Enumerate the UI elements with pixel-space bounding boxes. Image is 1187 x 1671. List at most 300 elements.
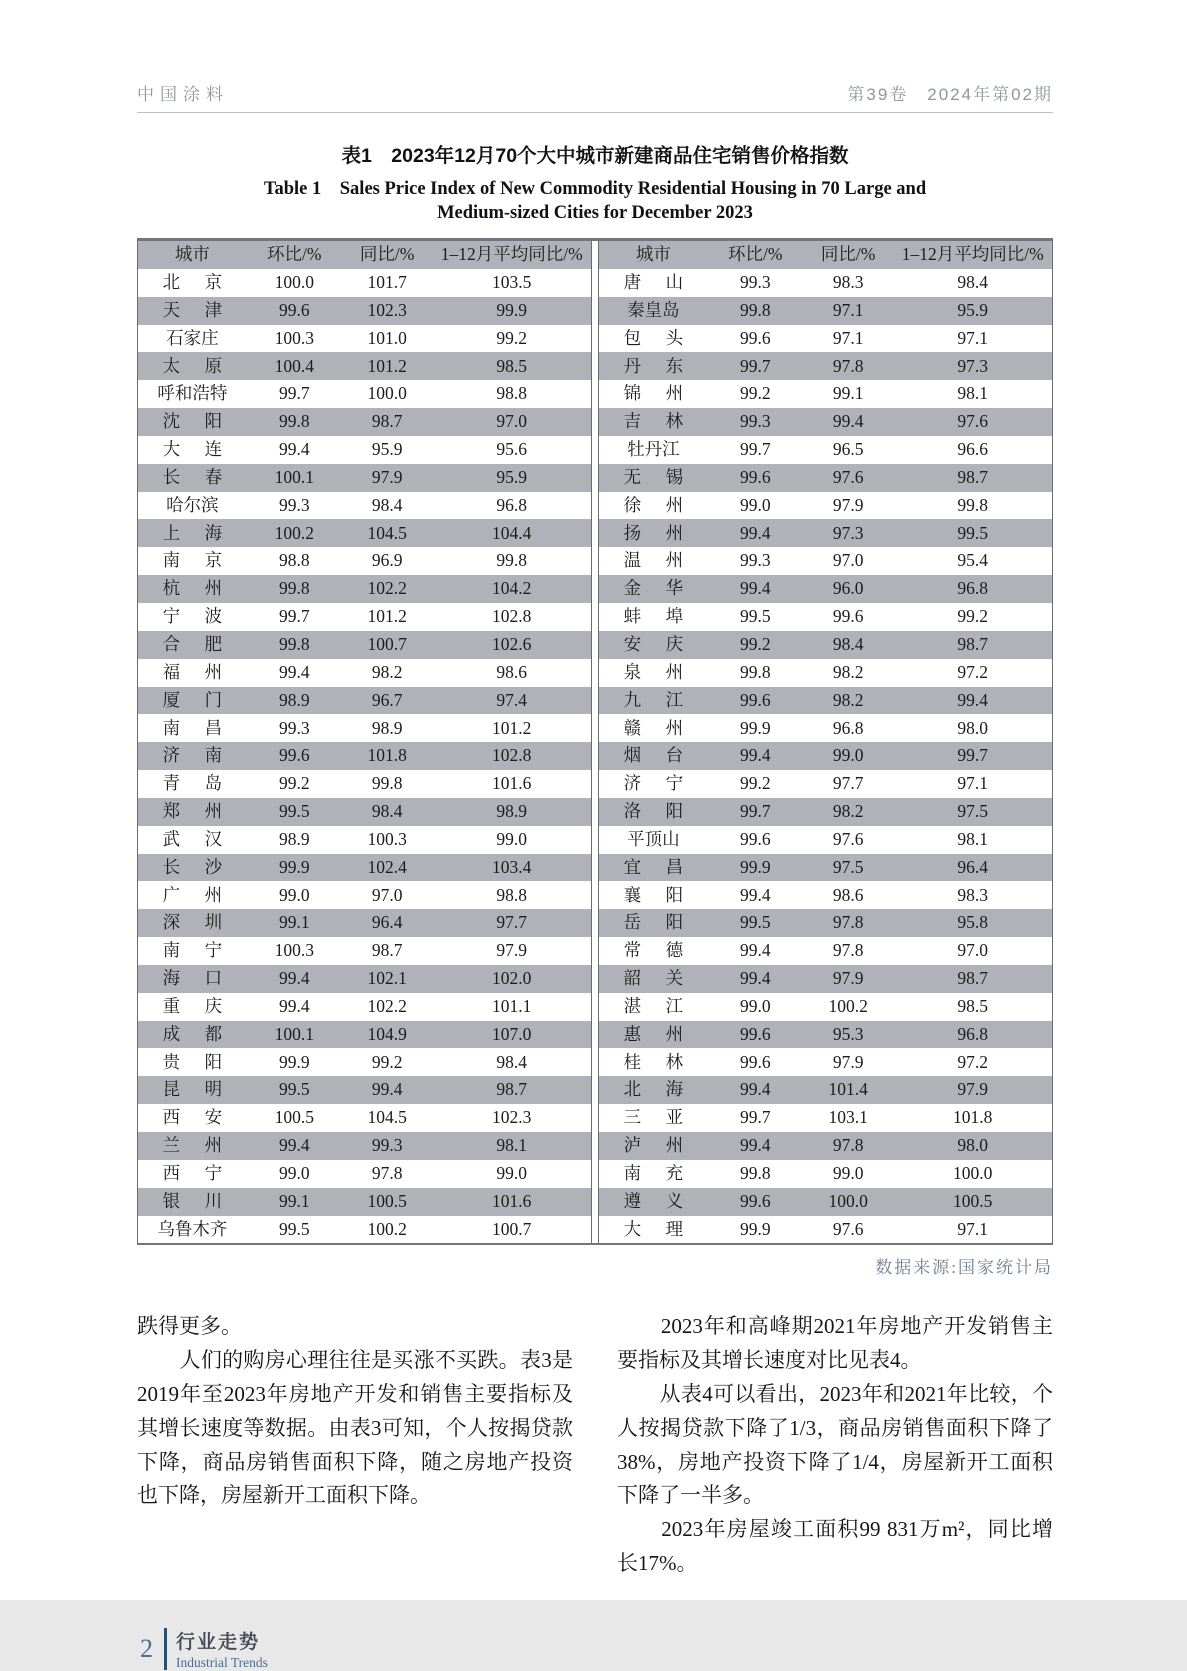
city-cell <box>138 937 247 965</box>
page-footer <box>137 1627 1053 1671</box>
city-label: 安庆 <box>623 633 684 654</box>
mom-cell: 99.4 <box>739 884 771 905</box>
city-cell <box>599 631 708 659</box>
city-cell <box>138 547 247 575</box>
avg-cell: 102.0 <box>492 968 532 989</box>
footer-divider-bar <box>164 1628 167 1670</box>
mom-cell: 100.2 <box>274 522 314 543</box>
city-label: 常德 <box>623 940 684 961</box>
city-label: 成都 <box>162 1023 223 1044</box>
yoy-cell: 102.4 <box>367 856 407 877</box>
city-cell <box>138 575 247 603</box>
yoy-cell: 100.2 <box>828 995 868 1016</box>
avg-cell: 99.4 <box>957 689 989 710</box>
city-label: 乌鲁木齐 <box>157 1218 228 1239</box>
avg-cell: 97.9 <box>496 940 528 961</box>
city-label: 郑州 <box>162 801 223 822</box>
yoy-cell: 100.2 <box>367 1218 407 1239</box>
yoy-cell: 96.9 <box>371 550 403 571</box>
avg-cell: 100.0 <box>953 1163 993 1184</box>
table-row <box>138 492 591 520</box>
table-row <box>599 408 1052 436</box>
city-label: 天津 <box>162 299 223 320</box>
table-row <box>138 881 591 909</box>
table-row <box>599 798 1052 826</box>
avg-cell: 98.1 <box>957 383 989 404</box>
avg-cell: 98.6 <box>496 661 528 682</box>
city-label: 南京 <box>162 550 223 571</box>
avg-cell: 96.8 <box>957 578 989 599</box>
table-row <box>599 965 1052 993</box>
running-head <box>137 80 1053 113</box>
mom-cell: 99.4 <box>278 968 310 989</box>
avg-cell: 104.4 <box>492 522 532 543</box>
yoy-cell: 98.7 <box>371 940 403 961</box>
city-label: 韶关 <box>623 968 684 989</box>
yoy-cell: 99.1 <box>832 383 864 404</box>
yoy-cell: 102.3 <box>367 299 407 320</box>
page-number: 2 <box>140 1633 153 1663</box>
city-cell <box>599 937 708 965</box>
yoy-cell: 98.2 <box>371 661 403 682</box>
table-row <box>599 575 1052 603</box>
city-cell <box>599 1104 708 1132</box>
table-row <box>138 380 591 408</box>
city-cell <box>138 1188 247 1216</box>
yoy-cell: 97.7 <box>832 773 864 794</box>
mom-cell: 99.7 <box>278 606 310 627</box>
city-cell <box>138 909 247 937</box>
body-column-left <box>137 1310 573 1580</box>
yoy-cell: 97.9 <box>371 466 403 487</box>
city-label: 秦皇岛 <box>627 299 680 320</box>
mom-cell: 99.4 <box>739 1079 771 1100</box>
city-label: 洛阳 <box>623 801 684 822</box>
city-label: 武汉 <box>162 828 223 849</box>
city-cell <box>599 687 708 715</box>
city-cell <box>599 352 708 380</box>
city-cell <box>138 464 247 492</box>
city-label: 九江 <box>623 689 684 710</box>
yoy-cell: 102.2 <box>367 995 407 1016</box>
table-row <box>599 1216 1052 1244</box>
city-label: 合肥 <box>162 633 223 654</box>
city-label: 襄阳 <box>623 884 684 905</box>
mom-cell: 99.8 <box>739 661 771 682</box>
city-cell <box>138 1216 247 1244</box>
avg-cell: 98.8 <box>496 383 528 404</box>
table-row <box>138 1132 591 1160</box>
city-cell <box>599 1048 708 1076</box>
mom-cell: 99.6 <box>739 828 771 849</box>
city-label: 金华 <box>623 578 684 599</box>
yoy-cell: 96.7 <box>371 689 403 710</box>
avg-cell: 95.6 <box>496 439 528 460</box>
col-header-avg: 1–12月平均同比/% <box>440 244 583 265</box>
avg-cell: 103.5 <box>492 272 532 293</box>
city-cell <box>138 297 247 325</box>
city-cell <box>599 380 708 408</box>
avg-cell: 97.0 <box>496 411 528 432</box>
avg-cell: 103.4 <box>492 856 532 877</box>
yoy-cell: 98.3 <box>832 272 864 293</box>
city-cell <box>599 1021 708 1049</box>
yoy-cell: 98.4 <box>371 801 403 822</box>
avg-cell: 97.1 <box>957 1218 989 1239</box>
city-cell <box>599 492 708 520</box>
city-label: 海口 <box>162 968 223 989</box>
table-row <box>599 352 1052 380</box>
yoy-cell: 97.6 <box>832 828 864 849</box>
table-row <box>599 993 1052 1021</box>
yoy-cell: 101.0 <box>367 327 407 348</box>
yoy-cell: 104.5 <box>367 1107 407 1128</box>
mom-cell: 99.6 <box>278 299 310 320</box>
city-label: 无锡 <box>623 466 684 487</box>
city-cell <box>599 1132 708 1160</box>
mom-cell: 99.6 <box>739 1051 771 1072</box>
yoy-cell: 97.8 <box>832 1135 864 1156</box>
col-header-yoy: 同比/% <box>359 244 415 265</box>
avg-cell: 96.6 <box>957 439 989 460</box>
city-label: 北京 <box>162 272 223 293</box>
city-label: 烟台 <box>623 745 684 766</box>
city-label: 大理 <box>623 1218 684 1239</box>
avg-cell: 97.6 <box>957 411 989 432</box>
table-row <box>138 269 591 297</box>
city-label: 南宁 <box>162 940 223 961</box>
city-label: 沈阳 <box>162 411 223 432</box>
city-label: 惠州 <box>623 1023 684 1044</box>
footer-section-en: Industrial Trends <box>176 1654 268 1670</box>
avg-cell: 98.0 <box>957 1135 989 1156</box>
avg-cell: 97.3 <box>957 355 989 376</box>
mom-cell: 99.7 <box>739 355 771 376</box>
city-cell <box>138 854 247 882</box>
city-cell <box>138 436 247 464</box>
yoy-cell: 104.9 <box>367 1023 407 1044</box>
header-row <box>138 241 591 269</box>
mom-cell: 99.6 <box>739 327 771 348</box>
city-cell <box>599 993 708 1021</box>
avg-cell: 99.0 <box>496 828 528 849</box>
yoy-cell: 99.3 <box>371 1135 403 1156</box>
mom-cell: 99.9 <box>278 1051 310 1072</box>
table-row <box>599 881 1052 909</box>
avg-cell: 97.1 <box>957 773 989 794</box>
mom-cell: 99.7 <box>739 1107 771 1128</box>
yoy-cell: 97.8 <box>832 912 864 933</box>
mom-cell: 99.8 <box>278 411 310 432</box>
mom-cell: 99.6 <box>739 1023 771 1044</box>
paragraph: 2023年房屋竣工面积99 831万m²，同比增长17%。 <box>617 1517 1053 1575</box>
mom-cell: 99.4 <box>278 661 310 682</box>
city-cell <box>138 408 247 436</box>
city-cell <box>599 770 708 798</box>
mom-cell: 100.0 <box>274 272 314 293</box>
yoy-cell: 104.5 <box>367 522 407 543</box>
table-row <box>138 826 591 854</box>
table-row <box>599 714 1052 742</box>
col-header-mom: 环比/% <box>267 244 322 265</box>
city-label: 吉林 <box>623 411 684 432</box>
avg-cell: 97.5 <box>957 801 989 822</box>
table-row <box>138 854 591 882</box>
city-cell <box>138 770 247 798</box>
city-label: 贵阳 <box>162 1051 223 1072</box>
table-row <box>599 1132 1052 1160</box>
avg-cell: 102.8 <box>492 606 532 627</box>
mom-cell: 99.7 <box>739 801 771 822</box>
table-left-body <box>138 269 591 1244</box>
table-row <box>138 297 591 325</box>
avg-cell: 104.2 <box>492 578 532 599</box>
avg-cell: 98.5 <box>957 995 989 1016</box>
avg-cell: 97.4 <box>496 689 528 710</box>
table-row <box>599 826 1052 854</box>
city-label: 牡丹江 <box>627 439 680 460</box>
mom-cell: 99.3 <box>278 494 310 515</box>
mom-cell: 99.8 <box>739 1163 771 1184</box>
mom-cell: 99.7 <box>739 439 771 460</box>
yoy-cell: 97.1 <box>832 327 864 348</box>
paragraph: 跌得更多。 <box>137 1314 242 1339</box>
city-cell <box>599 269 708 297</box>
mom-cell: 99.2 <box>739 383 771 404</box>
city-cell <box>138 1160 247 1188</box>
city-cell <box>599 909 708 937</box>
city-label: 唐山 <box>623 272 684 293</box>
mom-cell: 99.5 <box>278 1079 310 1100</box>
city-label: 包头 <box>623 327 684 348</box>
city-label: 西安 <box>162 1107 223 1128</box>
table-row <box>138 1048 591 1076</box>
city-cell <box>599 714 708 742</box>
city-label: 北海 <box>623 1079 684 1100</box>
mom-cell: 99.3 <box>739 411 771 432</box>
city-cell <box>138 380 247 408</box>
avg-cell: 99.7 <box>957 745 989 766</box>
city-label: 呼和浩特 <box>157 383 228 404</box>
avg-cell: 99.9 <box>496 299 528 320</box>
yoy-cell: 98.7 <box>371 411 403 432</box>
avg-cell: 99.8 <box>496 550 528 571</box>
avg-cell: 98.0 <box>957 717 989 738</box>
table-row <box>599 854 1052 882</box>
mom-cell: 99.4 <box>739 578 771 599</box>
avg-cell: 98.3 <box>957 884 989 905</box>
yoy-cell: 99.0 <box>832 745 864 766</box>
table-row <box>138 1021 591 1049</box>
mom-cell: 99.9 <box>739 856 771 877</box>
mom-cell: 99.9 <box>739 1218 771 1239</box>
city-cell <box>138 1104 247 1132</box>
yoy-cell: 98.4 <box>832 633 864 654</box>
yoy-cell: 98.4 <box>371 494 403 515</box>
paragraph: 2023年和高峰期2021年房地产开发销售主要指标及其增长速度对比见表4。 <box>617 1314 1053 1373</box>
avg-cell: 101.6 <box>492 773 532 794</box>
avg-cell: 97.1 <box>957 327 989 348</box>
mom-cell: 99.1 <box>278 1190 310 1211</box>
yoy-cell: 97.9 <box>832 494 864 515</box>
avg-cell: 98.4 <box>957 272 989 293</box>
table-row <box>138 937 591 965</box>
table-row <box>138 1104 591 1132</box>
mom-cell: 99.4 <box>739 1135 771 1156</box>
avg-cell: 99.0 <box>496 1163 528 1184</box>
mom-cell: 99.4 <box>278 995 310 1016</box>
city-label: 杭州 <box>162 578 223 599</box>
yoy-cell: 102.1 <box>367 968 407 989</box>
avg-cell: 98.1 <box>496 1135 528 1156</box>
mom-cell: 99.4 <box>739 940 771 961</box>
price-index-table <box>137 238 1053 1245</box>
mom-cell: 99.7 <box>278 383 310 404</box>
table-row <box>138 575 591 603</box>
mom-cell: 98.9 <box>278 689 310 710</box>
city-cell <box>599 519 708 547</box>
table-row <box>138 742 591 770</box>
mom-cell: 99.5 <box>278 1218 310 1239</box>
city-cell <box>599 436 708 464</box>
city-cell <box>599 547 708 575</box>
city-cell <box>138 993 247 1021</box>
table-title-zh: 表1 2023年12月70个大中城市新建商品住宅销售价格指数 <box>341 145 849 167</box>
city-label: 济宁 <box>623 773 684 794</box>
table-row <box>599 297 1052 325</box>
city-cell <box>599 1160 708 1188</box>
table-row <box>599 380 1052 408</box>
city-label: 丹东 <box>623 355 684 376</box>
city-cell <box>138 1076 247 1104</box>
city-label: 南充 <box>623 1163 684 1184</box>
city-label: 上海 <box>162 522 223 543</box>
city-label: 太原 <box>162 355 223 376</box>
body-column-right <box>617 1310 1053 1580</box>
avg-cell: 96.4 <box>957 856 989 877</box>
avg-cell: 101.2 <box>492 717 532 738</box>
table-title-en-line2: Medium-sized Cities for December 2023 <box>437 203 753 223</box>
mom-cell: 99.0 <box>739 494 771 515</box>
city-cell <box>138 659 247 687</box>
city-cell <box>599 603 708 631</box>
avg-cell: 102.3 <box>492 1107 532 1128</box>
city-cell <box>138 826 247 854</box>
city-label: 宁波 <box>162 606 223 627</box>
mom-cell: 99.4 <box>278 439 310 460</box>
avg-cell: 97.2 <box>957 661 989 682</box>
avg-cell: 98.7 <box>957 633 989 654</box>
table-row <box>599 464 1052 492</box>
table-row <box>138 464 591 492</box>
yoy-cell: 97.6 <box>832 466 864 487</box>
mom-cell: 99.2 <box>278 773 310 794</box>
col-header-city: 城市 <box>635 244 671 265</box>
footer-section <box>176 1627 268 1671</box>
yoy-cell: 98.6 <box>832 884 864 905</box>
city-cell <box>138 1048 247 1076</box>
table-row <box>138 631 591 659</box>
city-cell <box>138 742 247 770</box>
city-label: 石家庄 <box>166 327 219 348</box>
city-cell <box>599 1076 708 1104</box>
city-cell <box>138 1132 247 1160</box>
col-header-yoy: 同比/% <box>820 244 876 265</box>
yoy-cell: 102.2 <box>367 578 407 599</box>
avg-cell: 102.8 <box>492 745 532 766</box>
city-label: 三亚 <box>623 1107 684 1128</box>
mom-cell: 99.3 <box>739 272 771 293</box>
mom-cell: 99.5 <box>739 912 771 933</box>
mom-cell: 100.3 <box>274 327 314 348</box>
mom-cell: 99.4 <box>739 522 771 543</box>
yoy-cell: 96.5 <box>832 439 864 460</box>
city-label: 长春 <box>162 466 223 487</box>
table-title-en-line1: Table 1 Sales Price Index of New Commodity Residential Housing in 70 Large and <box>263 179 927 199</box>
yoy-cell: 97.5 <box>832 856 864 877</box>
avg-cell: 97.9 <box>957 1079 989 1100</box>
city-label: 重庆 <box>162 995 223 1016</box>
table-row <box>138 352 591 380</box>
table-row <box>138 714 591 742</box>
mom-cell: 99.8 <box>739 299 771 320</box>
city-cell <box>599 408 708 436</box>
city-label: 平顶山 <box>627 828 680 849</box>
avg-cell: 102.6 <box>492 633 532 654</box>
city-label: 哈尔滨 <box>166 494 219 515</box>
city-cell <box>138 519 247 547</box>
avg-cell: 95.8 <box>957 912 989 933</box>
table-row <box>138 909 591 937</box>
avg-cell: 96.8 <box>496 494 528 515</box>
table-row <box>599 909 1052 937</box>
city-label: 锦州 <box>623 383 684 404</box>
table-row <box>138 1188 591 1216</box>
mom-cell: 100.5 <box>274 1107 314 1128</box>
mom-cell: 99.3 <box>739 550 771 571</box>
table-right-body <box>599 269 1052 1244</box>
mom-cell: 99.6 <box>739 1190 771 1211</box>
avg-cell: 101.6 <box>492 1190 532 1211</box>
avg-cell: 97.0 <box>957 940 989 961</box>
city-cell <box>138 325 247 353</box>
avg-cell: 97.7 <box>496 912 528 933</box>
paragraph: 人们的购房心理往往是买涨不买跌。表3是2019年至2023年房地产开发和销售主要指标及其增长速度等数据。由表3可知，个人按揭贷款下降，商品房销售面积下降，随之房地产投资也下降，房屋新开工面积下降。 <box>137 1348 573 1508</box>
mom-cell: 99.2 <box>739 633 771 654</box>
avg-cell: 98.4 <box>496 1051 528 1072</box>
city-label: 宜昌 <box>623 856 684 877</box>
city-label: 兰州 <box>162 1135 223 1156</box>
city-label: 遵义 <box>623 1190 684 1211</box>
yoy-cell: 100.0 <box>828 1190 868 1211</box>
journal-name: 中国涂料 <box>137 85 229 104</box>
footer-section-zh: 行业走势 <box>176 1631 261 1653</box>
table-row <box>138 408 591 436</box>
city-label: 泸州 <box>623 1135 684 1156</box>
city-label: 厦门 <box>162 689 223 710</box>
avg-cell: 100.7 <box>492 1218 532 1239</box>
mom-cell: 99.6 <box>739 689 771 710</box>
mom-cell: 99.1 <box>278 912 310 933</box>
city-cell <box>138 965 247 993</box>
yoy-cell: 99.8 <box>371 773 403 794</box>
mom-cell: 99.4 <box>739 968 771 989</box>
table-row <box>599 1104 1052 1132</box>
city-label: 泉州 <box>623 661 684 682</box>
mom-cell: 99.6 <box>278 745 310 766</box>
avg-cell: 95.9 <box>496 466 528 487</box>
city-cell <box>599 881 708 909</box>
